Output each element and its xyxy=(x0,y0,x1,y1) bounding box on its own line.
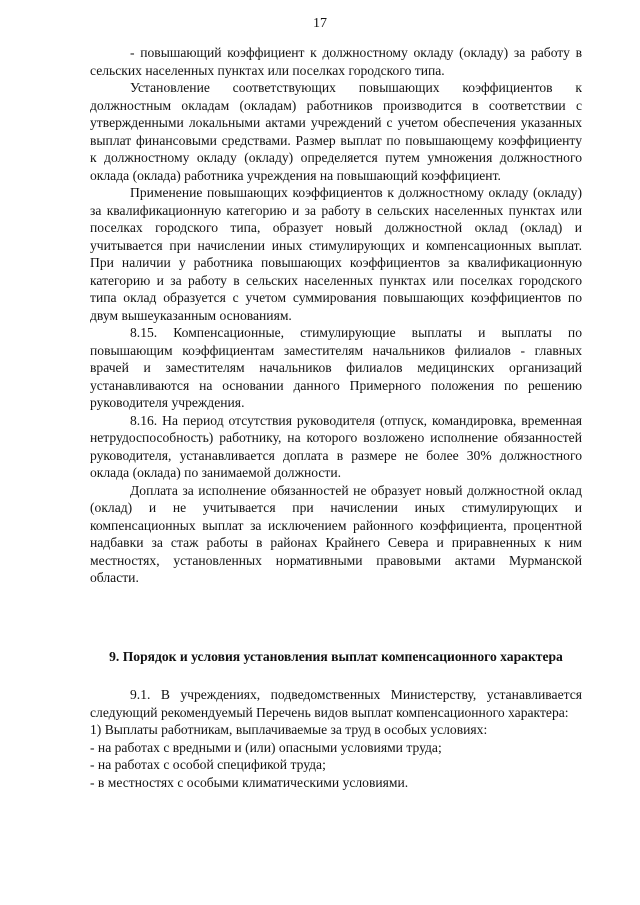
body-text xyxy=(90,44,582,587)
list-item: 1) Выплаты работникам, выплачиваемые за труд в особых условиях: xyxy=(90,722,488,737)
paragraph: Применение повышающих коэффициентов к должностному окладу (окладу) за квалификационную категорию и за работу в сельских населенных пунктах или поселках городского типа, образует новый должностной оклад (оклад) и учитывается при начислении иных стимулирующих и компенсационных выплат. При наличии у работника повышающих коэффициентов за квалификационную категорию и за работу в сельских населенных пунктах или поселках городского типа оклад образуется с учетом суммирования повышающих коэффициентов по двум вышеуказанным основаниям. xyxy=(90,185,582,323)
paragraph: 8.15. Компенсационные, стимулирующие выплаты и выплаты по повышающим коэффициентам заместителям начальников филиалов - главных врачей и заместителям начальников филиалов медицинских организаций устанавливаются на основании данного Примерного положения по решению руководителя учреждения. xyxy=(90,325,582,410)
section-heading: 9. Порядок и условия установления выплат компенсационного характера xyxy=(109,649,563,664)
list-item: - на работах с особой спецификой труда; xyxy=(90,757,326,772)
paragraph: - повышающий коэффициент к должностному окладу (окладу) за работу в сельских населенных пунктах или поселках городского типа. xyxy=(90,45,582,78)
page-number: 17 xyxy=(313,16,327,31)
paragraph: Установление соответствующих повышающих коэффициентов к должностным окладам (окладам) работников производится в соответствии с утвержденными локальными актами учреждений с учетом обеспечения указанных выплат финансовыми средствами. Размер выплат по повышающему коэффициенту к должностному окладу (окладу) определяется путем умножения должностного оклада (оклада) работника учреждения на повышающий коэффициент. xyxy=(90,80,582,183)
section-body xyxy=(90,686,582,791)
paragraph: 8.16. На период отсутствия руководителя (отпуск, командировка, временная нетрудоспособность) работнику, на которого возложено исполнение обязанностей руководителя, устанавливается доплата в размере не более 30% должностного оклада (оклада) по занимаемой должности. xyxy=(90,412,582,480)
list-item: - на работах с вредными и (или) опасными условиями труда; xyxy=(90,739,442,755)
list-item: - в местностях с особыми климатическими условиями. xyxy=(90,774,409,790)
paragraph: Доплата за исполнение обязанностей не образует новый должностной оклад (оклад) и не учитывается при начислении иных стимулирующих и компенсационных выплат за исключением районного коэффициента, процентной надбавки за стаж работы в районах Крайнего Севера и приравненных к ним местностях, установленных нормативными правовыми актами Мурманской области. xyxy=(90,482,582,585)
paragraph: 9.1. В учреждениях, подведомственных Министерству, устанавливается следующий рекомендуемый Перечень видов выплат компенсационного характера: xyxy=(90,687,582,720)
